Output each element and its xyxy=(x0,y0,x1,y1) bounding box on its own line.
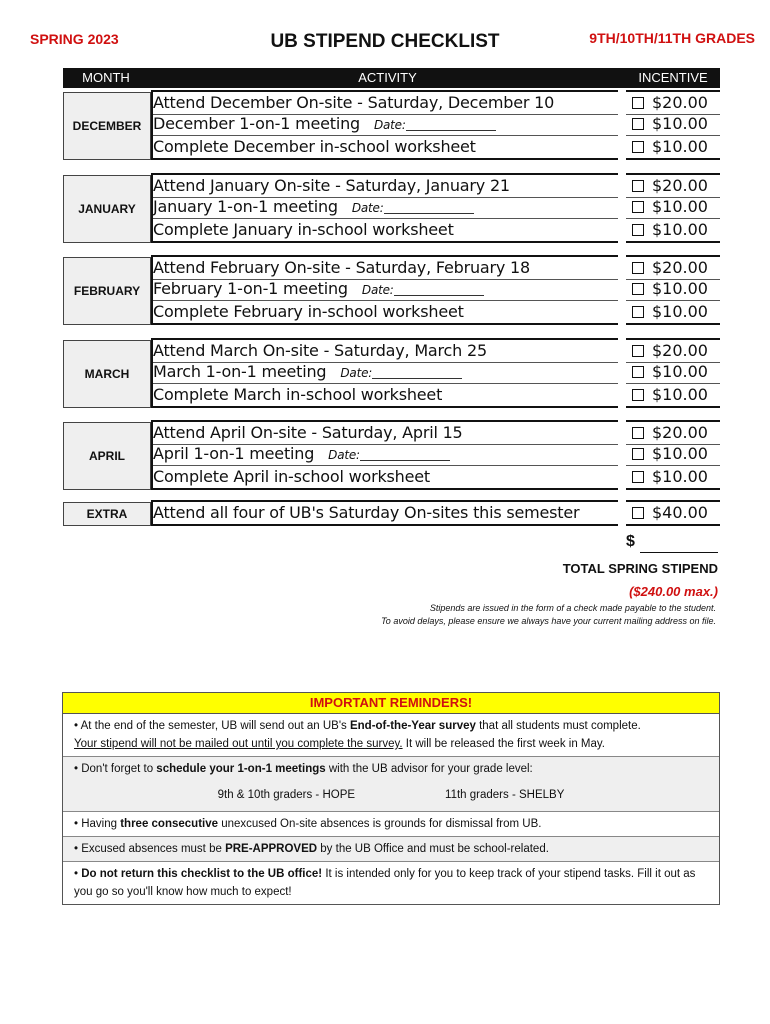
reminder-excused xyxy=(63,837,719,862)
activity-label: Attend March On-site - Saturday, March 25 xyxy=(153,341,487,360)
incentive-march-meeting[interactable] xyxy=(626,361,720,384)
checkbox-icon[interactable] xyxy=(632,118,644,130)
activity-extra: Attend all four of UB's Saturday On-sites this semester xyxy=(153,500,618,526)
incentive-december-worksheet[interactable] xyxy=(626,136,720,160)
activity-december-onsite xyxy=(153,90,618,115)
activity-january-worksheet xyxy=(153,219,618,243)
reminder-text: with the UB advisor for your grade level: xyxy=(325,763,533,775)
incentive-extra[interactable] xyxy=(626,500,720,526)
month-cell-extra: EXTRA xyxy=(63,502,151,526)
incentive-amount: $20.00 xyxy=(652,423,708,442)
divider xyxy=(151,500,153,526)
reminder-bold: Do not return this checklist to the UB office! xyxy=(81,868,323,880)
incentive-march-worksheet[interactable] xyxy=(626,384,720,408)
total-label: TOTAL SPRING STIPEND xyxy=(562,561,718,576)
incentive-amount: $10.00 xyxy=(652,467,708,486)
reminder-text: by the UB Office and must be school-related. xyxy=(317,843,549,855)
incentive-march-onsite[interactable] xyxy=(626,338,720,363)
reminder-bold: three consecutive xyxy=(120,818,219,830)
incentive-april-onsite[interactable] xyxy=(626,420,720,445)
incentive-amount: $10.00 xyxy=(652,114,708,133)
date-entry-line[interactable] xyxy=(406,118,496,131)
month-cell-january: JANUARY xyxy=(63,175,151,243)
activity-february-worksheet xyxy=(153,301,618,325)
reminder-text: It will be released the first week in May. xyxy=(402,738,605,750)
reminder-text: that all students must complete. xyxy=(475,720,641,732)
reminder-bold: End-of-the-Year survey xyxy=(349,720,476,732)
reminder-text: • Having xyxy=(74,818,121,830)
incentive-amount: $10.00 xyxy=(652,385,708,404)
reminder-absences xyxy=(63,812,719,837)
reminder-text: unexcused On-site absences is grounds for dismissal from UB. xyxy=(218,818,542,830)
incentive-january-worksheet[interactable] xyxy=(626,219,720,243)
activity-january-meeting xyxy=(153,196,618,219)
incentive-amount: $20.00 xyxy=(652,258,708,277)
activity-label: Complete March in-school worksheet xyxy=(153,385,443,404)
total-max: ($240.00 max.) xyxy=(629,584,718,599)
activity-label: Attend January On-site - Saturday, January 21 xyxy=(153,176,510,195)
incentive-january-onsite[interactable] xyxy=(626,173,720,198)
incentive-amount: $10.00 xyxy=(652,197,708,216)
activity-march-meeting xyxy=(153,361,618,384)
date-entry-line[interactable] xyxy=(384,201,474,214)
incentive-amount: $10.00 xyxy=(652,362,708,381)
date-entry-line[interactable] xyxy=(372,366,462,379)
incentive-april-meeting[interactable] xyxy=(626,443,720,466)
incentive-amount: $20.00 xyxy=(652,93,708,112)
date-entry-line[interactable] xyxy=(360,448,450,461)
checkbox-icon[interactable] xyxy=(632,97,644,109)
activity-february-meeting xyxy=(153,278,618,301)
checkbox-icon[interactable] xyxy=(632,180,644,192)
date-label: Date: xyxy=(361,283,394,297)
reminder-text: It is intended only for you to keep track of your stipend tasks. Fill it out as you go so you'll know how much to expect! xyxy=(74,868,696,898)
checkbox-icon[interactable] xyxy=(632,306,644,318)
incentive-amount: $20.00 xyxy=(652,176,708,195)
note-address: To avoid delays, please ensure we always have your current mailing address on file. xyxy=(381,616,716,626)
incentive-amount: $40.00 xyxy=(652,503,708,522)
month-cell-april: APRIL xyxy=(63,422,151,490)
checkbox-icon[interactable] xyxy=(632,366,644,378)
incentive-amount: $20.00 xyxy=(652,341,708,360)
activity-february-onsite xyxy=(153,255,618,280)
reminder-do-not-return xyxy=(63,862,719,904)
date-label: Date: xyxy=(351,201,384,215)
incentive-amount: $10.00 xyxy=(652,279,708,298)
incentive-february-worksheet[interactable] xyxy=(626,301,720,325)
checkbox-icon[interactable] xyxy=(632,507,644,519)
incentive-amount: $10.00 xyxy=(652,137,708,156)
activity-label: Complete April in-school worksheet xyxy=(153,467,430,486)
activity-label: April 1-on-1 meeting xyxy=(153,444,315,463)
advisor-11: 11th graders - SHELBY xyxy=(445,789,565,801)
checkbox-icon[interactable] xyxy=(632,427,644,439)
column-header-activity: ACTIVITY xyxy=(149,68,626,88)
advisor-9-10: 9th & 10th graders - HOPE xyxy=(217,789,356,801)
reminder-bold: schedule your 1-on-1 meetings xyxy=(156,763,326,775)
column-header-incentive: INCENTIVE xyxy=(626,68,720,88)
checkbox-icon[interactable] xyxy=(632,141,644,153)
total-entry-line[interactable] xyxy=(640,552,718,553)
reminder-text: • Excused absences must be xyxy=(74,843,226,855)
note-check: Stipends are issued in the form of a check made payable to the student. xyxy=(429,603,716,613)
incentive-amount: $10.00 xyxy=(652,444,708,463)
checkbox-icon[interactable] xyxy=(632,283,644,295)
activity-december-meeting xyxy=(153,113,618,136)
total-dollar-sign: $ xyxy=(626,533,635,550)
checkbox-icon[interactable] xyxy=(632,262,644,274)
month-cell-december: DECEMBER xyxy=(63,92,151,160)
reminder-survey xyxy=(63,714,719,757)
checkbox-icon[interactable] xyxy=(632,389,644,401)
activity-label: Attend December On-site - Saturday, December 10 xyxy=(153,93,555,112)
reminder-text: • At the end of the semester, UB will send out an UB's xyxy=(74,720,350,732)
checkbox-icon[interactable] xyxy=(632,224,644,236)
incentive-amount: $10.00 xyxy=(652,220,708,239)
date-label: Date: xyxy=(328,448,360,462)
reminder-bold: PRE-APPROVED xyxy=(225,843,318,855)
activity-january-onsite xyxy=(153,173,618,198)
activity-label: Attend April On-site - Saturday, April 15 xyxy=(153,423,463,442)
reminders-box xyxy=(62,692,720,905)
date-entry-line[interactable] xyxy=(394,283,484,296)
month-cell-march: MARCH xyxy=(63,340,151,408)
reminder-underline: Your stipend will not be mailed out until you complete the survey. xyxy=(74,738,403,750)
season-label: SPRING 2023 xyxy=(30,31,119,47)
activity-march-onsite xyxy=(153,338,618,363)
activity-december-worksheet xyxy=(153,136,618,160)
reminder-text: • Don't forget to xyxy=(74,763,157,775)
incentive-february-meeting[interactable] xyxy=(626,278,720,301)
date-label: Date: xyxy=(340,366,373,380)
reminder-text: • xyxy=(74,868,82,880)
activity-april-onsite xyxy=(153,420,618,445)
activity-label: Complete January in-school worksheet xyxy=(153,220,454,239)
checkbox-icon[interactable] xyxy=(632,471,644,483)
grades-label: 9TH/10TH/11TH GRADES xyxy=(589,30,755,46)
reminders-title: IMPORTANT REMINDERS! xyxy=(63,693,719,714)
incentive-april-worksheet[interactable] xyxy=(626,466,720,490)
checkbox-icon[interactable] xyxy=(632,448,644,460)
month-cell-february: FEBRUARY xyxy=(63,257,151,325)
activity-label: January 1-on-1 meeting xyxy=(153,197,338,216)
activity-april-worksheet xyxy=(153,466,618,490)
checkbox-icon[interactable] xyxy=(632,201,644,213)
incentive-december-meeting[interactable] xyxy=(626,113,720,136)
activity-label: March 1-on-1 meeting xyxy=(153,362,327,381)
incentive-december-onsite[interactable] xyxy=(626,90,720,115)
activity-label: February 1-on-1 meeting xyxy=(153,279,348,298)
activity-label: December 1-on-1 meeting xyxy=(153,114,360,133)
activity-label: Attend February On-site - Saturday, February 18 xyxy=(153,258,530,277)
column-header-month: MONTH xyxy=(63,68,149,88)
incentive-february-onsite[interactable] xyxy=(626,255,720,280)
activity-april-meeting xyxy=(153,443,618,466)
incentive-january-meeting[interactable] xyxy=(626,196,720,219)
incentive-amount: $10.00 xyxy=(652,302,708,321)
date-label: Date: xyxy=(373,118,406,132)
reminder-meetings xyxy=(63,757,719,812)
activity-label: Complete December in-school worksheet xyxy=(153,137,476,156)
checkbox-icon[interactable] xyxy=(632,345,644,357)
activity-march-worksheet xyxy=(153,384,618,408)
page-title: UB STIPEND CHECKLIST xyxy=(270,31,500,52)
activity-label: Complete February in-school worksheet xyxy=(153,302,464,321)
